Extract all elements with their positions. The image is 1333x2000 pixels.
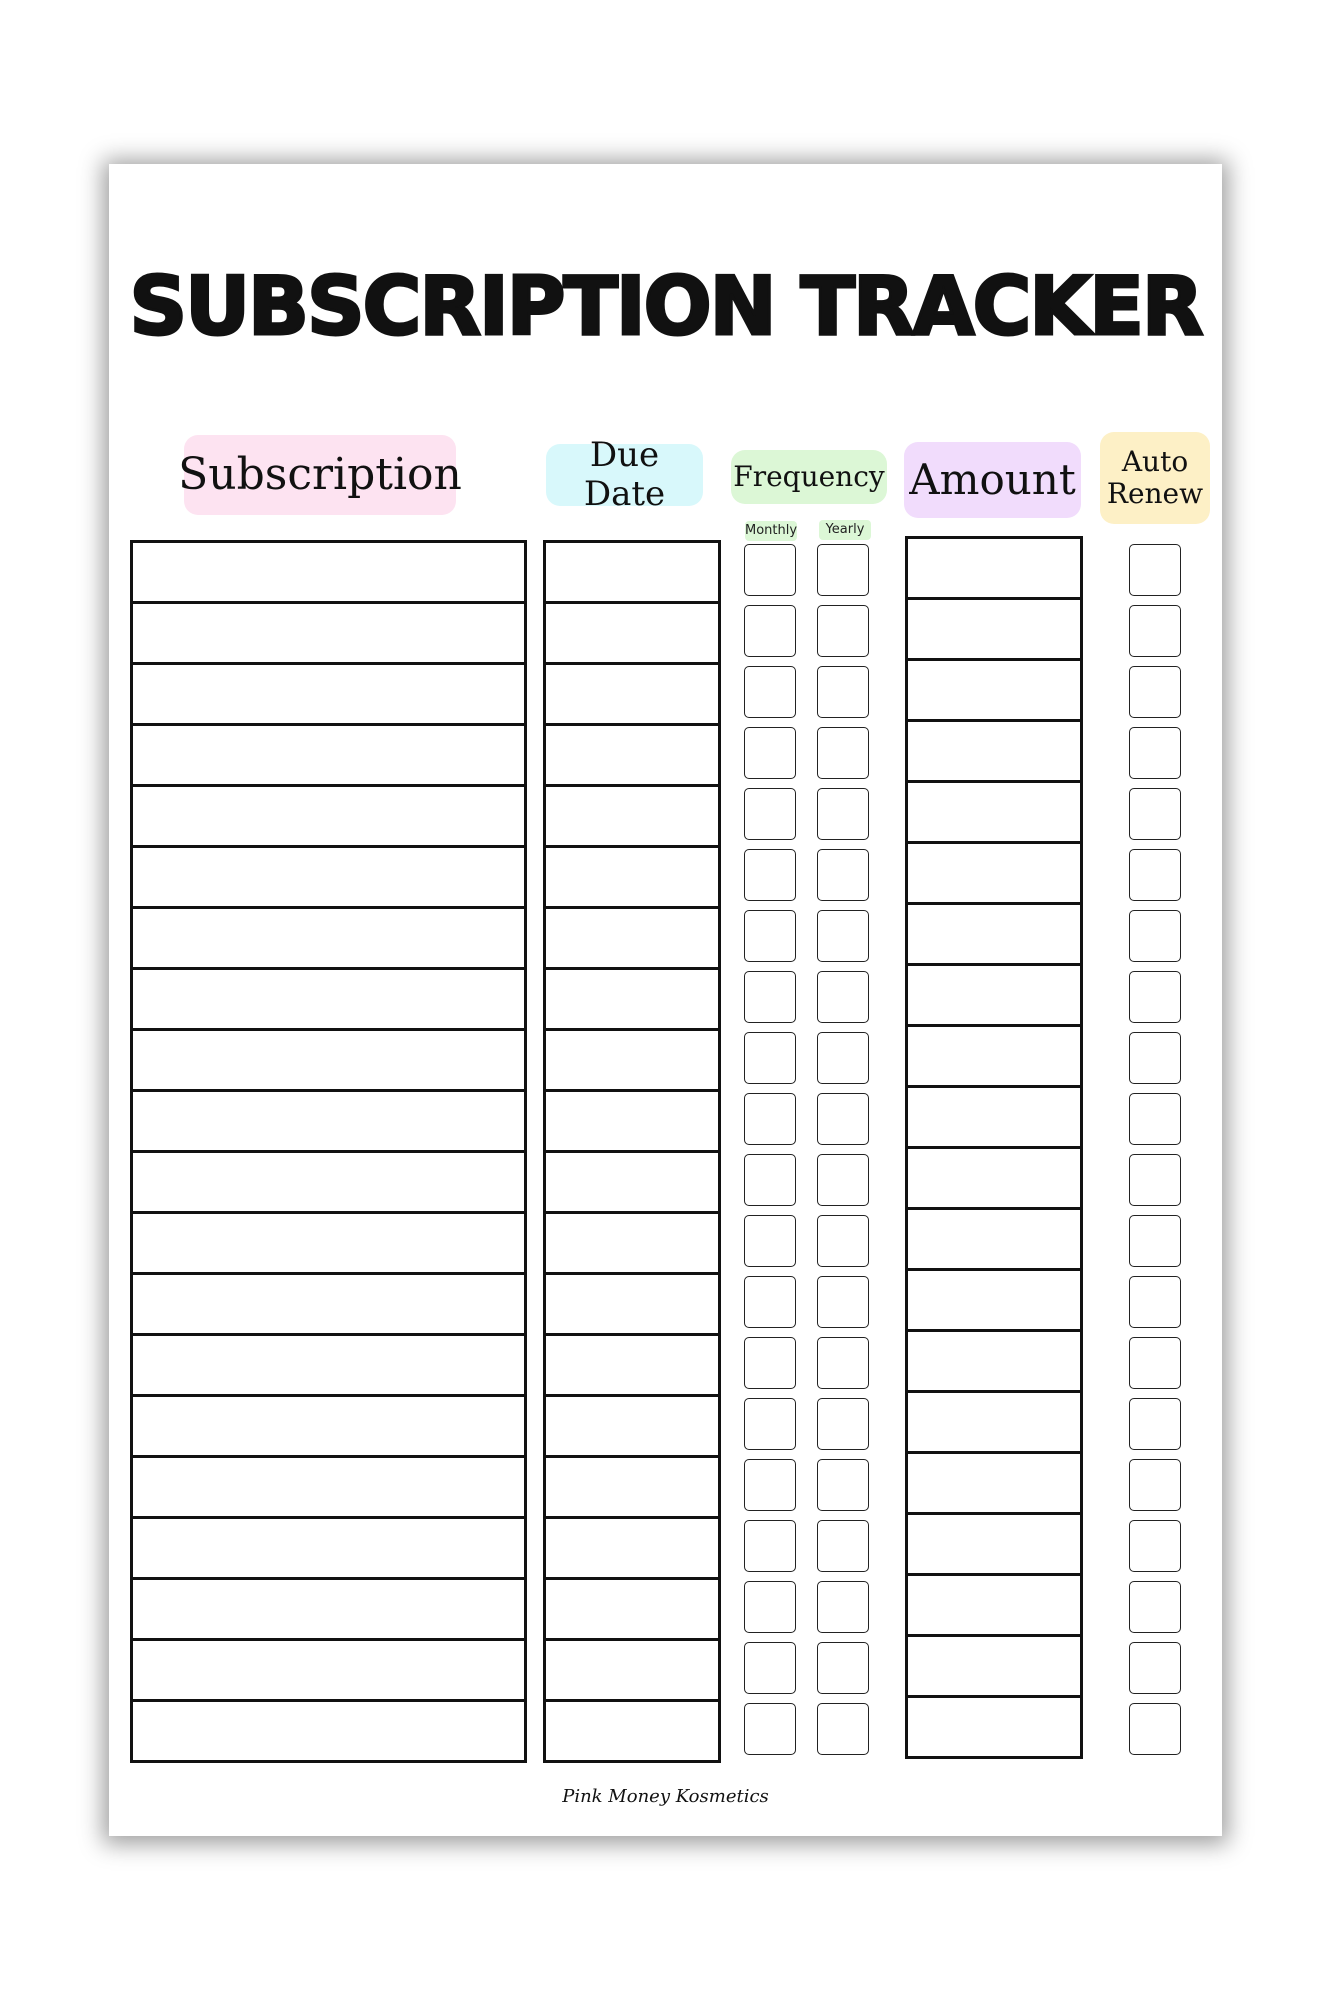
amount-column [905, 536, 1083, 1759]
amount-cell[interactable] [905, 1024, 1083, 1085]
auto-renew-checkbox[interactable] [1129, 1520, 1181, 1572]
auto-renew-checkbox[interactable] [1129, 910, 1181, 962]
monthly-checkbox[interactable] [744, 1398, 796, 1450]
yearly-column [817, 544, 871, 1764]
auto-renew-checkbox[interactable] [1129, 666, 1181, 718]
due-date-cell[interactable] [543, 1699, 721, 1763]
due-date-cell[interactable] [543, 1638, 721, 1699]
monthly-checkbox[interactable] [744, 605, 796, 657]
auto-renew-header-line1: Auto [1121, 444, 1189, 478]
amount-cell[interactable] [905, 1390, 1083, 1451]
yearly-checkbox[interactable] [817, 1276, 869, 1328]
amount-cell[interactable] [905, 1146, 1083, 1207]
amount-cell[interactable] [905, 719, 1083, 780]
due-date-cell[interactable] [543, 1028, 721, 1089]
auto-renew-checkbox[interactable] [1129, 1459, 1181, 1511]
subscription-cell[interactable] [130, 1394, 527, 1455]
subscription-cell[interactable] [130, 662, 527, 723]
yearly-checkbox[interactable] [817, 727, 869, 779]
amount-cell[interactable] [905, 963, 1083, 1024]
due-date-cell[interactable] [543, 1089, 721, 1150]
yearly-checkbox[interactable] [817, 666, 869, 718]
auto-renew-checkbox[interactable] [1129, 1581, 1181, 1633]
subscription-cell[interactable] [130, 1577, 527, 1638]
due-date-column [543, 540, 721, 1763]
yearly-checkbox[interactable] [817, 605, 869, 657]
due-date-cell[interactable] [543, 784, 721, 845]
subscription-cell[interactable] [130, 1150, 527, 1211]
yearly-checkbox[interactable] [817, 849, 869, 901]
amount-cell[interactable] [905, 658, 1083, 719]
auto-renew-column [1129, 544, 1183, 1764]
yearly-label: Yearly [819, 520, 871, 540]
auto-renew-checkbox[interactable] [1129, 1215, 1181, 1267]
subscription-cell[interactable] [130, 1272, 527, 1333]
subscription-cell[interactable] [130, 784, 527, 845]
yearly-checkbox[interactable] [817, 1459, 869, 1511]
monthly-column [744, 544, 798, 1764]
amount-cell[interactable] [905, 902, 1083, 963]
yearly-checkbox[interactable] [817, 1703, 869, 1755]
yearly-checkbox[interactable] [817, 788, 869, 840]
amount-header: Amount [904, 442, 1081, 518]
yearly-checkbox[interactable] [817, 1520, 869, 1572]
subscription-cell[interactable] [130, 723, 527, 784]
amount-cell[interactable] [905, 841, 1083, 902]
auto-renew-checkbox[interactable] [1129, 849, 1181, 901]
amount-cell[interactable] [905, 536, 1083, 597]
monthly-checkbox[interactable] [744, 1459, 796, 1511]
subscription-cell[interactable] [130, 601, 527, 662]
due-date-cell[interactable] [543, 1516, 721, 1577]
subscription-header: Subscription [184, 435, 456, 515]
due-date-cell[interactable] [543, 601, 721, 662]
yearly-checkbox[interactable] [817, 1398, 869, 1450]
auto-renew-checkbox[interactable] [1129, 971, 1181, 1023]
subscription-cell[interactable] [130, 1455, 527, 1516]
monthly-checkbox[interactable] [744, 1215, 796, 1267]
monthly-checkbox[interactable] [744, 727, 796, 779]
subscription-cell[interactable] [130, 1028, 527, 1089]
due-date-cell[interactable] [543, 540, 721, 601]
subscription-cell[interactable] [130, 1211, 527, 1272]
yearly-checkbox[interactable] [817, 1154, 869, 1206]
monthly-checkbox[interactable] [744, 1703, 796, 1755]
due-date-cell[interactable] [543, 1577, 721, 1638]
amount-cell[interactable] [905, 1512, 1083, 1573]
monthly-checkbox[interactable] [744, 1093, 796, 1145]
auto-renew-checkbox[interactable] [1129, 1337, 1181, 1389]
monthly-checkbox[interactable] [744, 910, 796, 962]
auto-renew-checkbox[interactable] [1129, 727, 1181, 779]
amount-cell[interactable] [905, 1085, 1083, 1146]
amount-cell[interactable] [905, 1573, 1083, 1634]
due-date-cell[interactable] [543, 1150, 721, 1211]
tracker-sheet [109, 164, 1222, 1836]
due-date-cell[interactable] [543, 1211, 721, 1272]
subscription-cell[interactable] [130, 967, 527, 1028]
due-date-cell[interactable] [543, 845, 721, 906]
yearly-checkbox[interactable] [817, 910, 869, 962]
auto-renew-checkbox[interactable] [1129, 1398, 1181, 1450]
due-date-header: Due Date [546, 444, 703, 506]
monthly-checkbox[interactable] [744, 788, 796, 840]
yearly-checkbox[interactable] [817, 1032, 869, 1084]
yearly-checkbox[interactable] [817, 1337, 869, 1389]
due-date-cell[interactable] [543, 1333, 721, 1394]
due-date-cell[interactable] [543, 1455, 721, 1516]
amount-cell[interactable] [905, 780, 1083, 841]
due-date-cell[interactable] [543, 967, 721, 1028]
subscription-cell[interactable] [130, 845, 527, 906]
monthly-checkbox[interactable] [744, 1581, 796, 1633]
due-date-cell[interactable] [543, 1394, 721, 1455]
auto-renew-checkbox[interactable] [1129, 605, 1181, 657]
due-date-cell[interactable] [543, 723, 721, 784]
monthly-checkbox[interactable] [744, 971, 796, 1023]
auto-renew-checkbox[interactable] [1129, 1093, 1181, 1145]
monthly-checkbox[interactable] [744, 666, 796, 718]
amount-cell[interactable] [905, 1329, 1083, 1390]
monthly-checkbox[interactable] [744, 544, 796, 596]
frequency-header: Frequency [731, 450, 887, 504]
subscription-cell[interactable] [130, 1333, 527, 1394]
amount-cell[interactable] [905, 1451, 1083, 1512]
yearly-checkbox[interactable] [817, 971, 869, 1023]
monthly-checkbox[interactable] [744, 1276, 796, 1328]
auto-renew-checkbox[interactable] [1129, 544, 1181, 596]
amount-cell[interactable] [905, 1268, 1083, 1329]
auto-renew-checkbox[interactable] [1129, 1154, 1181, 1206]
auto-renew-checkbox[interactable] [1129, 1642, 1181, 1694]
due-date-cell[interactable] [543, 906, 721, 967]
auto-renew-checkbox[interactable] [1129, 1703, 1181, 1755]
amount-cell[interactable] [905, 1207, 1083, 1268]
auto-renew-header [1100, 432, 1210, 524]
monthly-checkbox[interactable] [744, 1032, 796, 1084]
yearly-checkbox[interactable] [817, 1093, 869, 1145]
subscription-cell[interactable] [130, 1089, 527, 1150]
due-date-cell[interactable] [543, 1272, 721, 1333]
subscription-cell[interactable] [130, 906, 527, 967]
amount-cell[interactable] [905, 1634, 1083, 1695]
subscription-cell[interactable] [130, 1638, 527, 1699]
page-title: SUBSCRIPTION TRACKER [129, 260, 1202, 353]
monthly-label: Monthly [745, 521, 797, 541]
monthly-checkbox[interactable] [744, 1642, 796, 1694]
subscription-cell[interactable] [130, 540, 527, 601]
monthly-checkbox[interactable] [744, 1154, 796, 1206]
auto-renew-header-line2: Renew [1106, 477, 1204, 510]
auto-renew-checkbox[interactable] [1129, 1276, 1181, 1328]
subscription-cell[interactable] [130, 1516, 527, 1577]
brand-footer: Pink Money Kosmetics [562, 1786, 769, 1807]
monthly-checkbox[interactable] [744, 1337, 796, 1389]
subscription-column [130, 540, 527, 1763]
monthly-checkbox[interactable] [744, 849, 796, 901]
amount-cell[interactable] [905, 1695, 1083, 1759]
yearly-checkbox[interactable] [817, 1581, 869, 1633]
due-date-cell[interactable] [543, 662, 721, 723]
auto-renew-checkbox[interactable] [1129, 788, 1181, 840]
yearly-checkbox[interactable] [817, 1215, 869, 1267]
yearly-checkbox[interactable] [817, 544, 869, 596]
yearly-checkbox[interactable] [817, 1642, 869, 1694]
monthly-checkbox[interactable] [744, 1520, 796, 1572]
subscription-cell[interactable] [130, 1699, 527, 1763]
amount-cell[interactable] [905, 597, 1083, 658]
auto-renew-checkbox[interactable] [1129, 1032, 1181, 1084]
